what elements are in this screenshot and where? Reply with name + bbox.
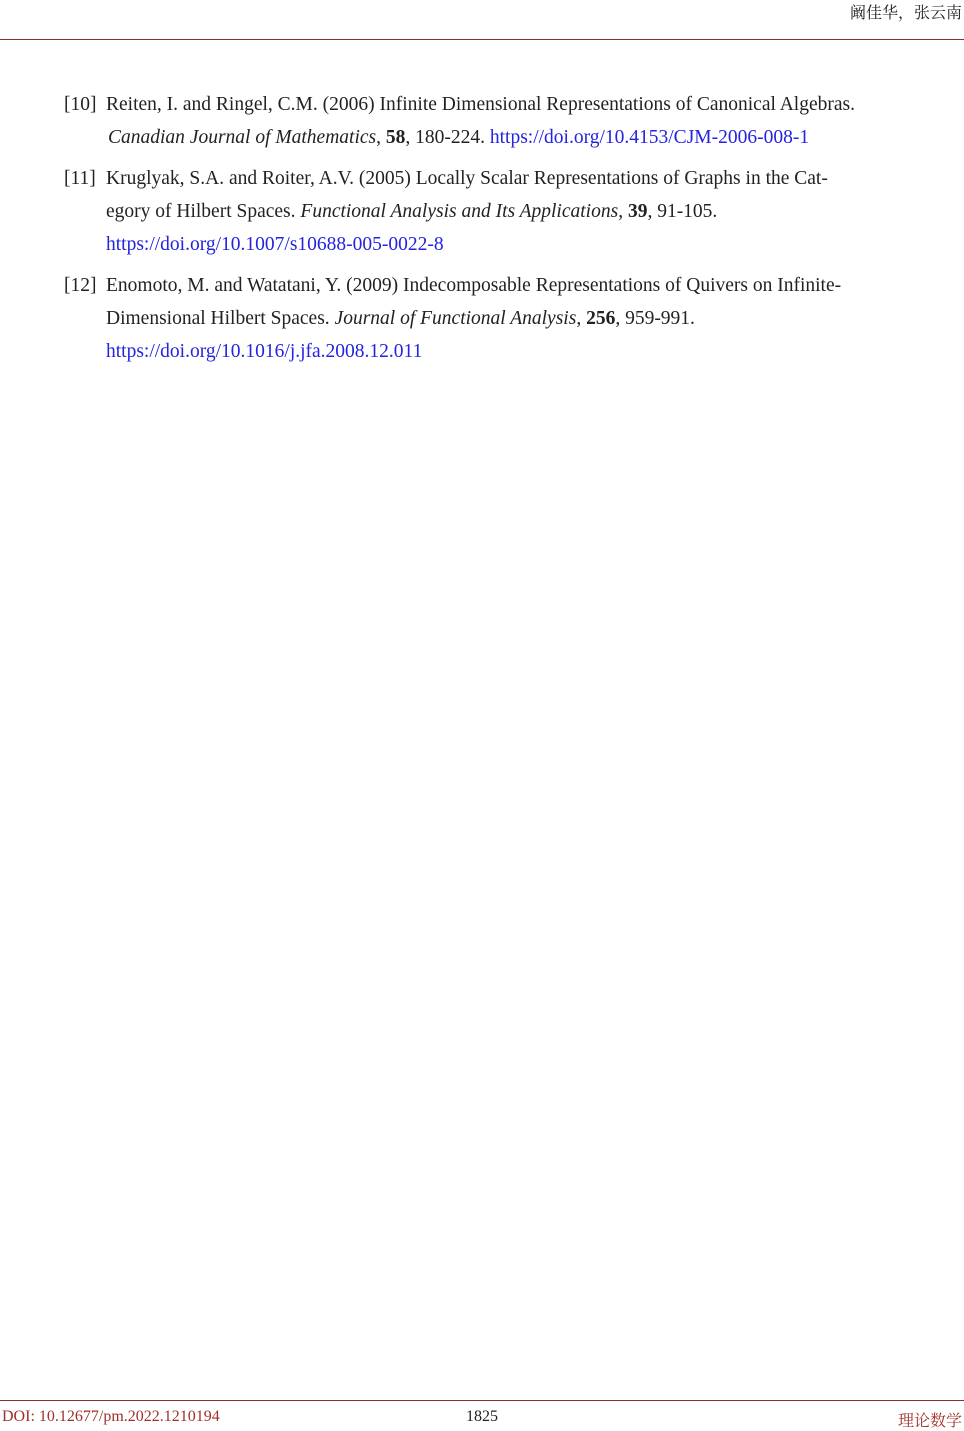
reference-journal: Canadian Journal of Mathematics (108, 127, 377, 148)
reference-pages: , 959-991. (615, 308, 695, 329)
reference-item-10 (64, 88, 964, 154)
reference-text: Dimensional Hilbert Spaces. (106, 308, 330, 329)
reference-text: egory of Hilbert Spaces. (106, 201, 296, 222)
reference-journal: Functional Analysis and Its Applications (300, 201, 619, 222)
reference-item-11 (64, 162, 964, 261)
reference-number: [12] (64, 275, 97, 296)
reference-pages: , 91-105. (647, 201, 718, 222)
reference-body: Reiten, I. and Ringel, C.M. (2006) Infinite Dimensional Representations of Canonical Algebras. Canadian Journal of Mathematics, 58, 180-224. https://doi.org/10.4153/CJM-2006-008-1 (106, 88, 964, 154)
reference-text: Reiten, I. and Ringel, C.M. (2006) Infinite Dimensional Representations of Canonical Algebras. (106, 94, 855, 115)
footer-divider (0, 1400, 964, 1401)
reference-text: Enomoto, M. and Watatani, Y. (2009) Indecomposable Representations of Quivers on Infinite- (106, 275, 842, 296)
page-number: 1825 (466, 1408, 498, 1425)
reference-journal: Journal of Functional Analysis (334, 308, 577, 329)
reference-doi-link[interactable]: https://doi.org/10.1007/s10688-005-0022-8 (106, 234, 444, 255)
footer-doi: DOI: 10.12677/pm.2022.1210194 (2, 1408, 220, 1425)
reference-number: [11] (64, 168, 96, 189)
reference-list (64, 88, 964, 376)
header-divider (0, 39, 964, 40)
reference-pages: , 180-224. (405, 127, 485, 148)
reference-item-12 (64, 269, 964, 368)
header-authors: 阚佳华，张云南 (849, 3, 962, 22)
reference-doi-link[interactable]: https://doi.org/10.4153/CJM-2006-008-1 (489, 127, 810, 148)
reference-doi-link[interactable]: https://doi.org/10.1016/j.jfa.2008.12.011 (106, 341, 423, 362)
reference-volume: 256 (586, 308, 616, 329)
reference-body: Kruglyak, S.A. and Roiter, A.V. (2005) Locally Scalar Representations of Graphs in the Cat- egory of Hilbert Spaces. Functional Analysis and Its Applications, 39, 91-105. https://doi.org/10.1007/s10688-005-0022-8 (106, 162, 964, 261)
reference-volume: 39 (627, 201, 648, 222)
reference-body: Enomoto, M. and Watatani, Y. (2009) Indecomposable Representations of Quivers on Infinite- Dimensional Hilbert Spaces. Journal of Functional Analysis, 256, 959-991. https://doi.org/10.1016/j.jfa.2008.12.011 (106, 269, 964, 368)
reference-number: [10] (64, 94, 97, 115)
reference-volume: 58 (385, 127, 406, 148)
footer-journal-name: 理论数学 (897, 1411, 962, 1430)
reference-text: Kruglyak, S.A. and Roiter, A.V. (2005) Locally Scalar Representations of Graphs in the Cat- (106, 168, 828, 189)
